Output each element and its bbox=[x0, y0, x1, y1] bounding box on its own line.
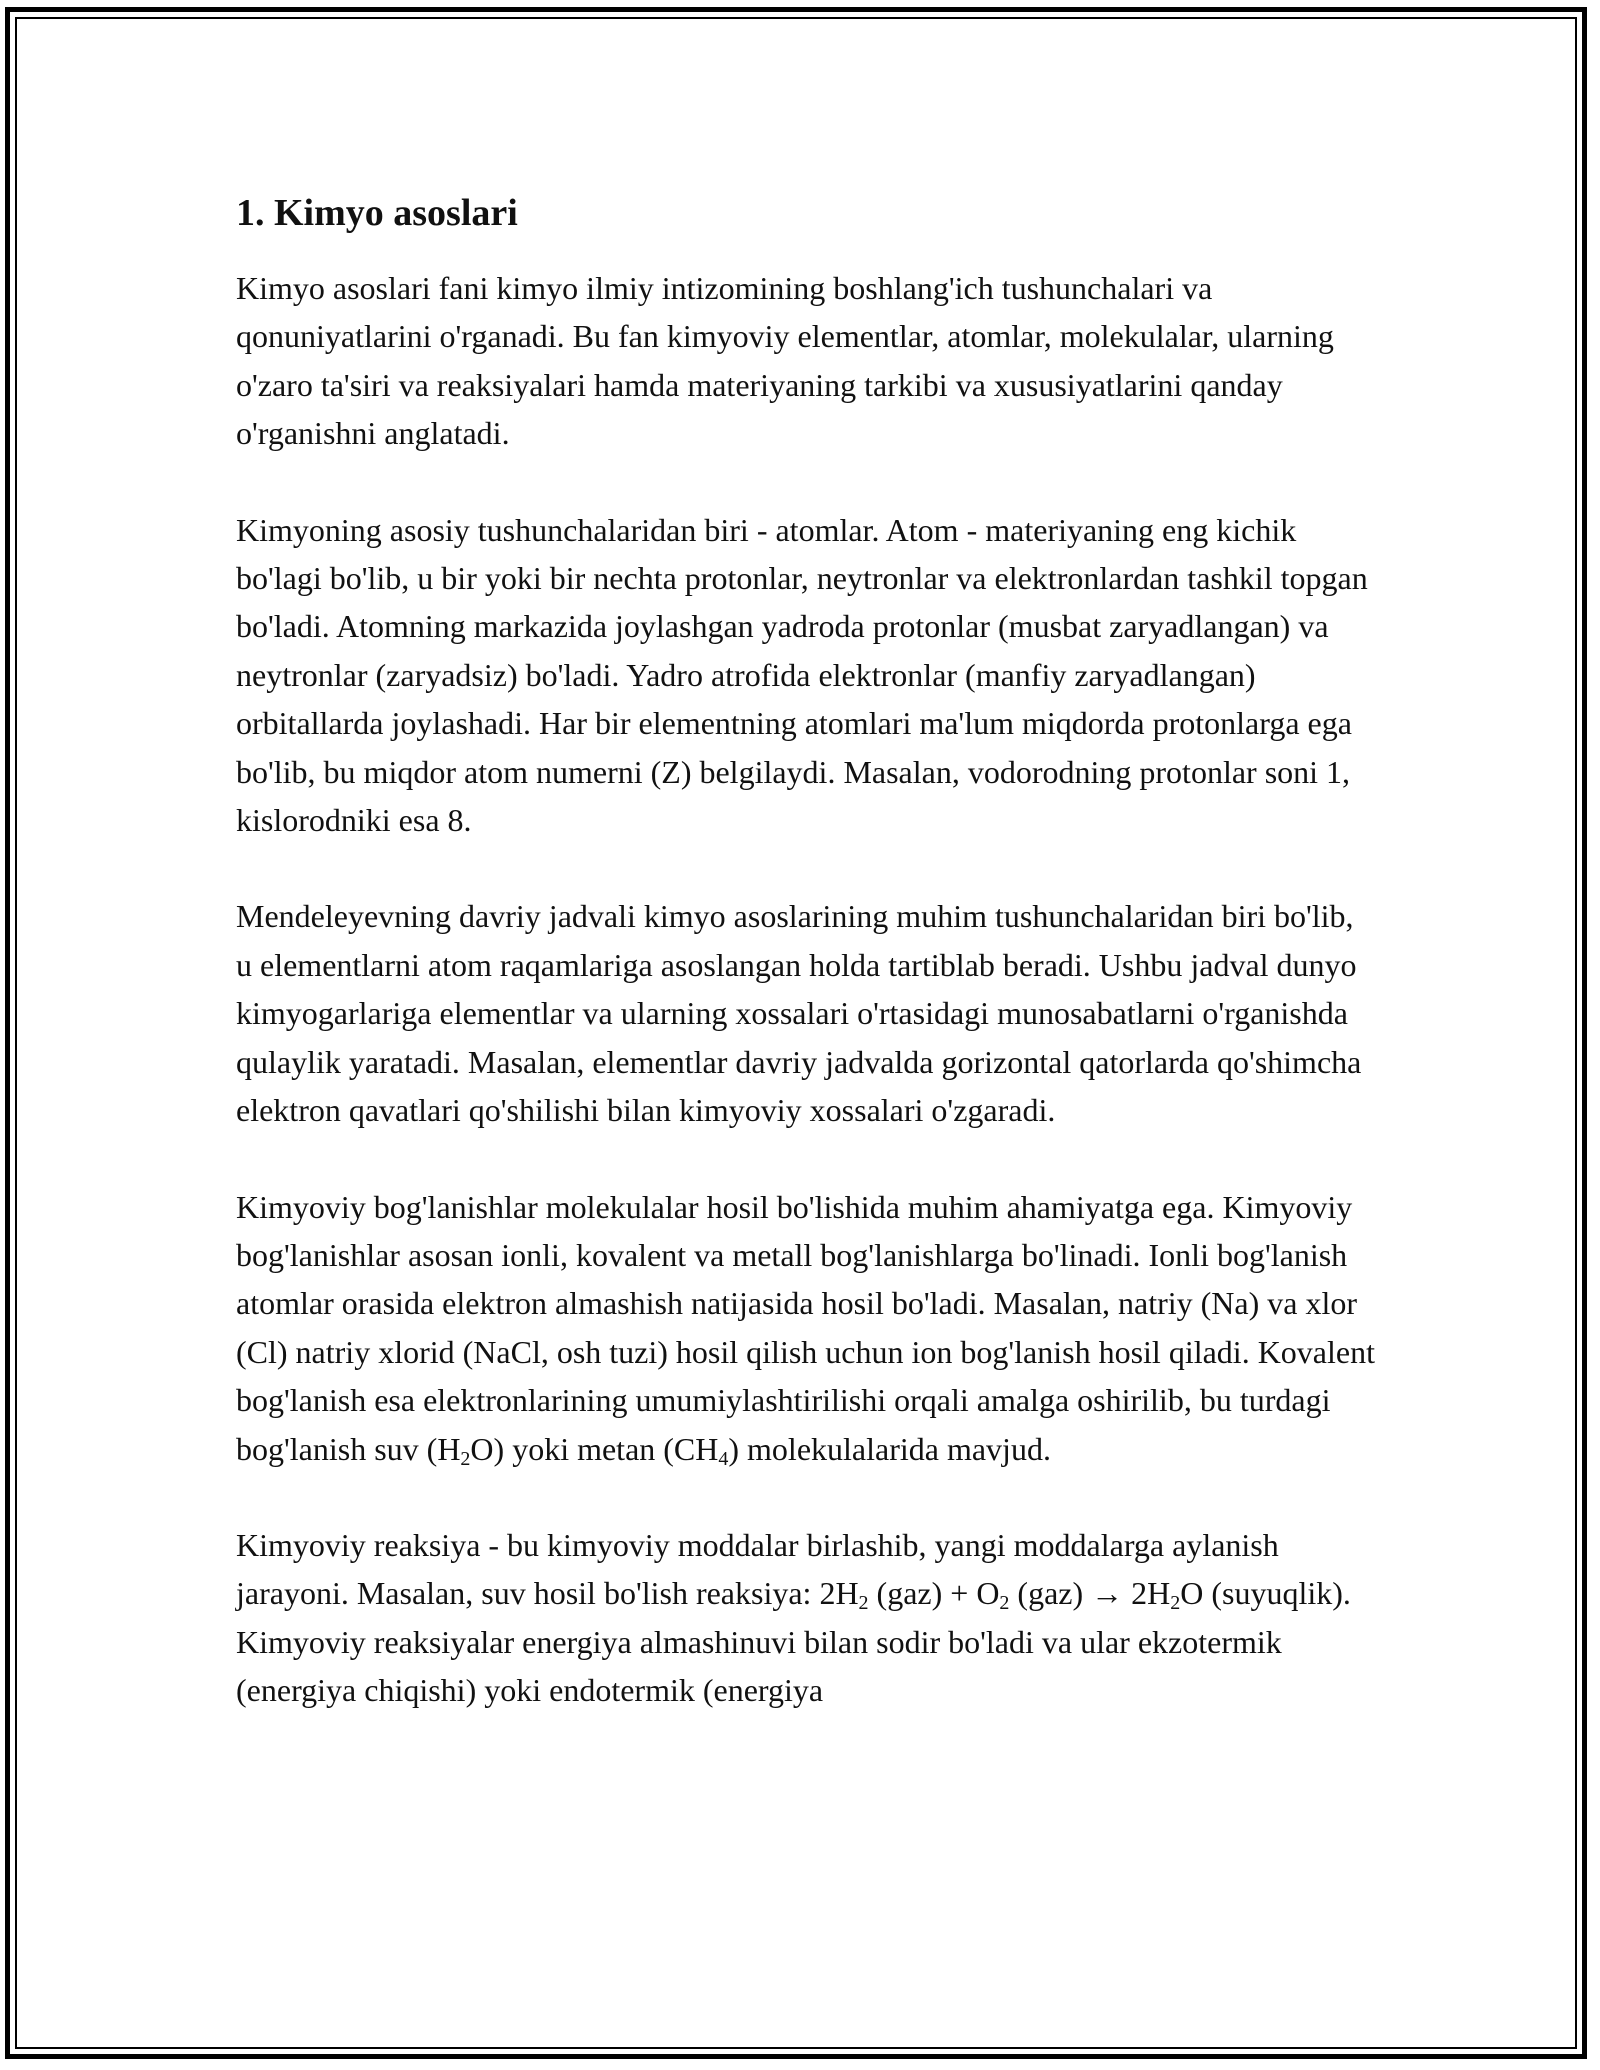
bonds-subscript-2: 4 bbox=[718, 1447, 729, 1470]
section-title: 1. Kimyo asoslari bbox=[236, 192, 518, 234]
reaction-text-1: Kimyoviy reaksiya - bu kimyoviy moddalar birlashib, yangi moddalarga aylanish jarayoni. Masalan, suv hosil bo'lish reaksiya: 2H bbox=[236, 1526, 1279, 1612]
paragraph-atoms: Kimyoning asosiy tushunchalaridan biri - atomlar. Atom - materiyaning eng kichik bo'lagi bo'lib, u bir yoki bir nechta protonlar, neytronlar va elektronlardan tashkil topgan bo'ladi. Atomning markazida joylashgan yadroda protonlar (musbat zaryadlangan) va neytronlar (zaryadsiz) bo'ladi. Yadro atrofida elektronlar (manfiy zaryadlangan) orbitallarda joylashadi. Har bir elementning atomlari ma'lum miqdorda protonlarga ega bo'lib, bu miqdor atom numerni (Z) belgilaydi. Masalan, vodorodning protonlar soni 1, kislorodniki esa 8. bbox=[236, 511, 1368, 839]
bonds-text-2: O) yoki metan (CH bbox=[470, 1430, 719, 1467]
reaction-subscript-1: 2 bbox=[858, 1592, 869, 1615]
reaction-text-2: (gaz) + O bbox=[868, 1575, 1000, 1612]
paragraph-chemical-reactions bbox=[236, 1521, 1376, 1715]
paragraph-periodic-table: Mendeleyevning davriy jadvali kimyo asoslarining muhim tushunchalaridan biri bo'lib, u elementlarni atom raqamlariga asoslangan holda tartiblab beradi. Ushbu jadval dunyo kimyogarlariga elementlar va ularning xossalari o'rtasidagi munosabatlarni o'rganishda qulaylik yaratadi. Masalan, elementlar davriy jadvalda gorizontal qatorlarda qo'shimcha elektron qavatlari qo'shilishi bilan kimyoviy xossalari o'zgaradi. bbox=[236, 898, 1362, 1129]
reaction-subscript-3: 2 bbox=[1170, 1592, 1181, 1615]
bonds-subscript-1: 2 bbox=[460, 1447, 471, 1470]
reaction-text-3: (gaz) → 2H bbox=[1009, 1575, 1171, 1612]
reaction-text-4: O (suyuqlik). Kimyoviy reaksiyalar energiya almashinuvi bilan sodir bo'ladi va ular ekzotermik (energiya chiqishi) yoki endotermik (energiya bbox=[236, 1575, 1351, 1709]
reaction-subscript-2: 2 bbox=[999, 1592, 1010, 1615]
paragraph-chemical-bonds bbox=[236, 1183, 1376, 1473]
bonds-text-3: ) molekulalarida mavjud. bbox=[728, 1430, 1051, 1467]
bonds-text-1: Kimyoviy bog'lanishlar molekulalar hosil bo'lishida muhim ahamiyatga ega. Kimyoviy bog'lanishlar asosan ionli, kovalent va metall bog'lanishlarga bo'linadi. Ionli bog'lanish atomlar orasida elektron almashish natijasida hosil bo'ladi. Masalan, natriy (Na) va xlor (Cl) natriy xlorid (NaCl, osh tuzi) hosil qilish uchun ion bog'lanish hosil qiladi. Kovalent bog'lanish esa elektronlarining umumiylashtirilishi orqali amalga oshirilib, bu turdagi bog'lanish suv (H bbox=[236, 1188, 1375, 1467]
paragraph-intro: Kimyo asoslari fani kimyo ilmiy intizomining boshlang'ich tushunchalari va qonuniyatlarini o'rganadi. Bu fan kimyoviy elementlar, atomlar, molekulalar, ularning o'zaro ta'siri va reaksiyalari hamda materiyaning tarkibi va xususiyatlarini qanday o'rganishni anglatadi. bbox=[236, 270, 1334, 452]
document-body bbox=[236, 188, 1376, 1763]
